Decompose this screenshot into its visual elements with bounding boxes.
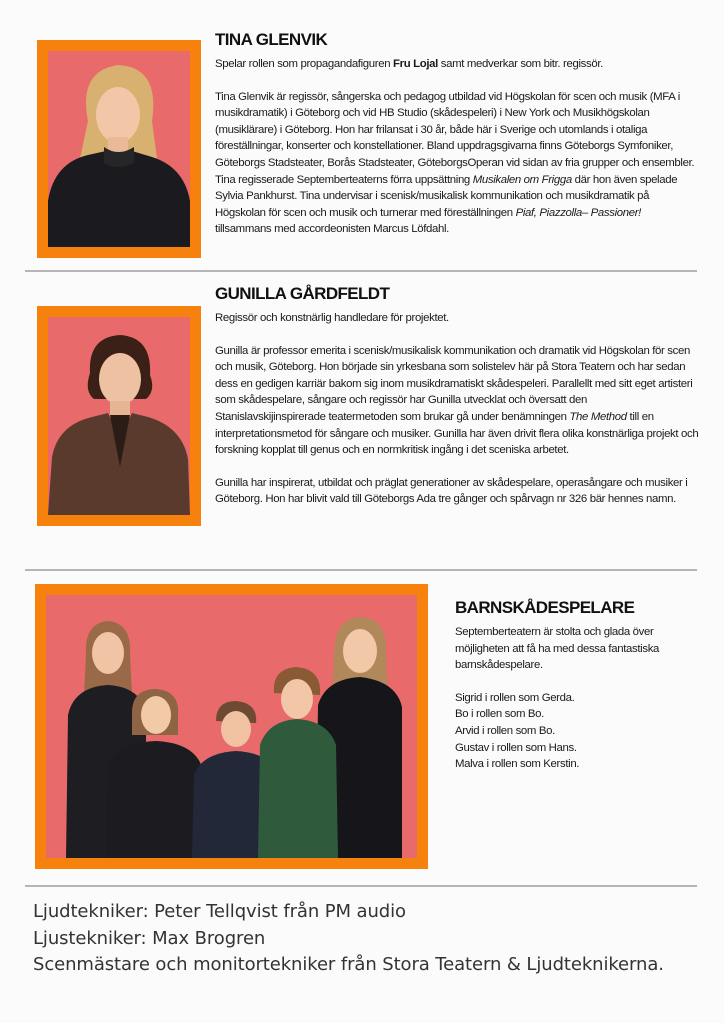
gunilla-photo-frame [37, 306, 201, 526]
tina-bio-show-title-1: Musikalen om Frigga [472, 173, 572, 186]
divider-3 [25, 885, 697, 887]
tina-role-text: Spelar rollen som propagandafiguren [215, 58, 393, 70]
gunilla-bio-text-2: Gunilla har inspirerat, utbildat och präglat generationer av skådespelare, operasångare och musiker i Göteborg. Hon har blivit vald till Göteborgs Ada tre gånger och spårvagn nr 326 bär hennes namn. [215, 476, 688, 506]
tina-bio [215, 30, 700, 238]
gunilla-name-heading: GUNILLA GÅRDFELDT [215, 284, 390, 303]
divider-1 [25, 270, 697, 272]
tina-glenvik-photo [48, 51, 190, 247]
credit-stage-manager: Scenmästare och monitortekniker från Stora Teatern & Ljudteknikerna. [33, 954, 664, 975]
gunilla-bio-part-2: till en interpretationsmetod för sångare och musiker. Gunilla har även drivit flera olika konstnärliga projekt och forskning kopplat till genus och en normkritisk ingång i det sceniska arbetet. [215, 410, 699, 457]
tina-role-character: Fru Lojal [393, 58, 438, 70]
cast-item: Arvid i rollen som Bo. [455, 724, 555, 737]
tina-role [215, 56, 700, 73]
gunilla-bio-part-1: Gunilla är professor emerita i scenisk/musikalisk kommunikation och dramatik vid Högskolan för scen och musik, Göteborg. Hon började sin yrkesbana som solistelev här på Stora Teatern och har sedan dess en gedigen karriär bakom sig inom musikdramatiskt skådespeleri. Parallellt med sitt eget artisteri som skådespelare, sångare och regissör har Gunilla utvecklat och översatt den Stanislavskijinspirerade teatermetoden som brukar gå under benämningen [215, 344, 693, 423]
gunilla-role: Regissör och konstnärlig handledare för projektet. [215, 312, 449, 324]
children-cast-list [455, 690, 705, 773]
cast-item: Malva i rollen som Kerstin. [455, 758, 580, 771]
gunilla-bio-method-title: The Method [569, 410, 627, 423]
gunilla-gardfeldt-photo [48, 317, 190, 515]
children-photo-frame [35, 584, 428, 869]
children-heading: BARNSKÅDESPELARE [455, 598, 635, 617]
children-section [455, 598, 705, 773]
tina-bio-part-3: tillsammans med accordeonisten Marcus Löfdahl. [215, 223, 449, 236]
gunilla-bio-text [215, 343, 700, 459]
cast-item: Sigrid i rollen som Gerda. [455, 691, 575, 704]
children-intro: Septemberteatern är stolta och glada över möjligheten att få ha med dessa fantastiska barnskådespelare. [455, 626, 660, 672]
cast-item: Gustav i rollen som Hans. [455, 741, 577, 754]
gunilla-bio [215, 284, 700, 508]
tina-name-heading: TINA GLENVIK [215, 30, 328, 49]
tina-photo-frame [37, 40, 201, 258]
tina-role-text-end: samt medverkar som bitr. regissör. [437, 58, 603, 70]
credit-sound-technician: Ljudtekniker: Peter Tellqvist från PM audio [33, 901, 406, 922]
tina-bio-text [215, 89, 700, 238]
credit-light-technician: Ljustekniker: Max Brogren [33, 927, 266, 949]
tina-bio-part-2: där hon även spelade Sylvia Pankhurst. Tina undervisar i scenisk/musikalisk kommunikation och musikdramatik på Högskolan för scen och musik och turnerar med föreställningen [215, 173, 678, 219]
children-group-photo [46, 595, 417, 858]
cast-item: Bo i rollen som Bo. [455, 708, 544, 721]
tina-bio-part-1: Tina Glenvik är regissör, sångerska och pedagog utbildad vid Högskolan för scen och musik (MFA i musikdramatik) i Göteborg och vid HB Studio (skådespeleri) i New York och Musikhögskolan (musiklärare) i Göteborg. Hon har frilansat i 30 år, både här i Sverige och utomlands i otaliga föreställningar, konserter och konstellationer. Bland uppdragsgivarna finns Göteborgs Symfoniker, Göteborgs Stadsteater, Borås Stadsteater, GöteborgsOperan vid sidan av fria grupper och ensembler. Tina regisserade Septemberteaterns förra uppsättning [215, 90, 695, 186]
technical-credits [33, 899, 664, 979]
divider-2 [25, 569, 697, 571]
tina-bio-show-title-2: Piaf, Piazzolla– Passioner! [515, 206, 641, 219]
